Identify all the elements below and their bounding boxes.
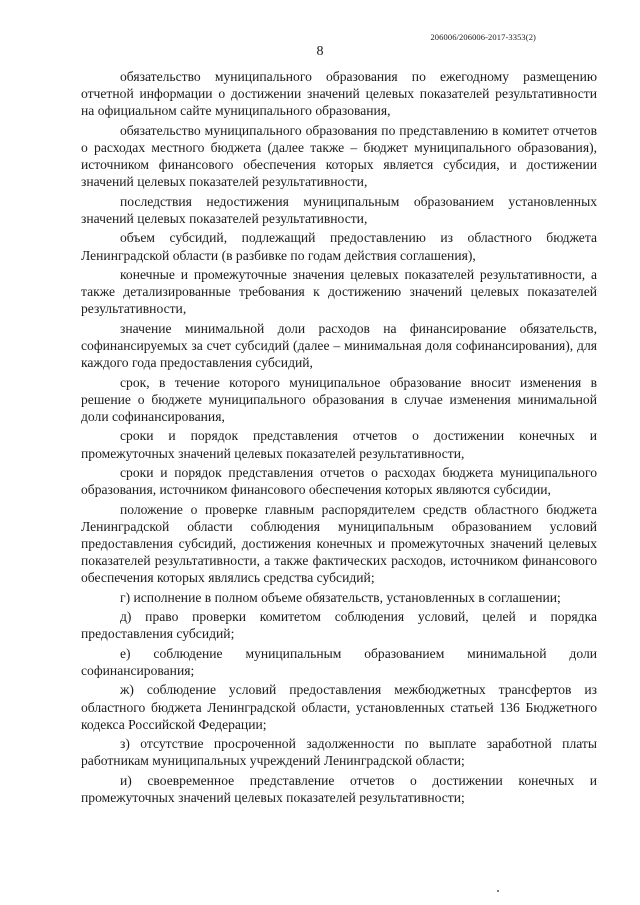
- paragraph: последствия недостижения муниципальным образованием установленных значений целевых показателей результативности,: [81, 193, 597, 226]
- paragraph: объем субсидий, подлежащий предоставлению из областного бюджета Ленинградской области (в разбивке по годам действия соглашения),: [81, 230, 597, 263]
- paragraph: обязательство муниципального образования по представлению в комитет отчетов о расходах местного бюджета (далее также – бюджет муниципального образования), источником финансового обеспечения которых является субсидия, и достижении значений целевых показателей результативности,: [81, 122, 597, 190]
- paragraph: срок, в течение которого муниципальное образование вносит изменения в решение о бюджете муниципального образования в случае изменения минимальной доли софинансирования,: [81, 374, 597, 424]
- list-item-d: д) право проверки комитетом соблюдения условий, целей и порядка предоставления субсидий;: [81, 609, 597, 642]
- paragraph: конечные и промежуточные значения целевых показателей результативности, а также детализированные требования к достижению значений целевых показателей результативности,: [81, 266, 597, 317]
- paragraph: положение о проверке главным распорядителем средств областного бюджета Ленинградской области соблюдения муниципальным образованием условий предоставления субсидий, достижения конечных и промежуточных значений целевых показателей результативности, а также фактических расходов, источником финансового обеспечения которых являлись средства субсидий;: [81, 501, 597, 586]
- paragraph: сроки и порядок представления отчетов о достижении конечных и промежуточных значений целевых показателей результативности,: [81, 428, 597, 461]
- list-item-g: г) исполнение в полном объеме обязательств, установленных в соглашении;: [120, 589, 561, 605]
- page-number: 8: [316, 44, 324, 59]
- list-item-zh: ж) соблюдение условий предоставления межбюджетных трансфертов из областного бюджета Ленинградской области, установленных статьей 136 Бюджетного кодекса Российской Федерации;: [81, 682, 597, 732]
- document-id: 206006/206006-2017-3353(2): [430, 32, 536, 42]
- paragraph: сроки и порядок представления отчетов о расходах бюджета муниципального образования, источником финансового обеспечения которых являются субсидии,: [81, 464, 597, 498]
- list-item-z: з) отсутствие просроченной задолженности по выплате заработной платы работникам муниципальных учреждений Ленинградской области;: [81, 736, 597, 769]
- paragraph: обязательство муниципального образования по ежегодному размещению отчетной информации о достижении значений целевых показателей результативности на официальном сайте муниципального образования,: [81, 69, 597, 119]
- scan-speck: [497, 890, 499, 892]
- paragraph: значение минимальной доли расходов на финансирование обязательств, софинансируемых за счет субсидий (далее – минимальная доля софинансирования), для каждого года предоставления субсидий,: [81, 320, 597, 371]
- list-item-i: и) своевременное представление отчетов о достижении конечных и промежуточных значений целевых показателей результативности;: [81, 772, 597, 805]
- body-text: [81, 68, 597, 806]
- list-item-e: е) соблюдение муниципальным образованием минимальной доли софинансирования;: [81, 645, 597, 678]
